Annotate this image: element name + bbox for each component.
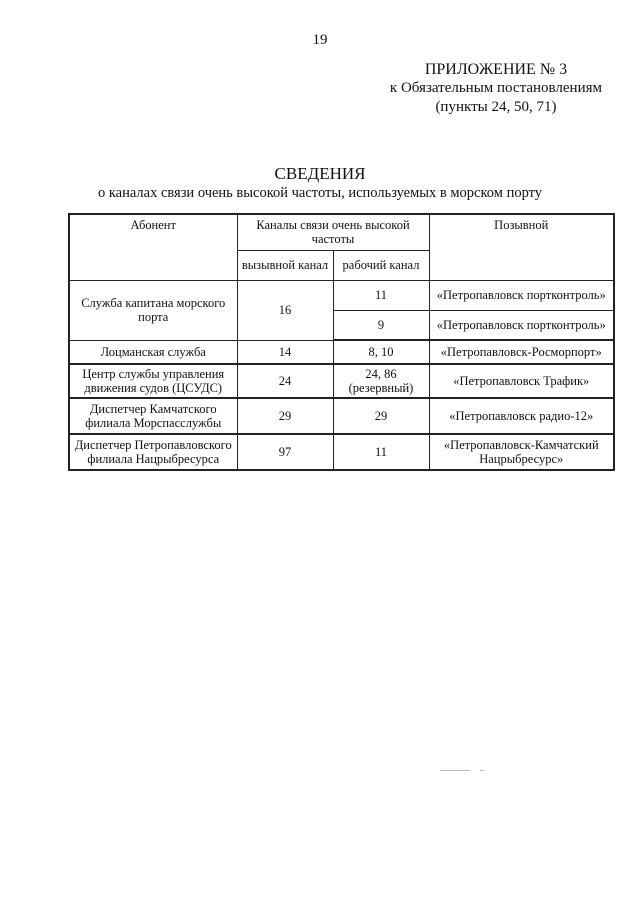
cell-work: 8, 10 [333, 340, 429, 364]
table-row [69, 280, 614, 310]
cell-work: 24, 86 (резервный) [333, 364, 429, 398]
document-title: СВЕДЕНИЯ [274, 164, 366, 183]
cell-call: 24 [237, 364, 333, 398]
cell-subscriber: Служба капитана морского порта [69, 280, 237, 340]
appendix-block [390, 60, 602, 117]
document-subtitle: о каналах связи очень высокой частоты, используемых в морском порту [97, 185, 543, 201]
header-call-channel: вызывной канал [237, 250, 333, 280]
cell-work: 29 [333, 398, 429, 434]
cell-callsign: «Петропавловск радио-12» [429, 398, 614, 434]
cell-work: 11 [333, 434, 429, 470]
table-row [69, 434, 614, 470]
cell-callsign: «Петропавловск-Росморпорт» [429, 340, 614, 364]
header-work-channel: рабочий канал [333, 250, 429, 280]
scan-mark [440, 770, 470, 771]
cell-callsign: «Петропавловск Трафик» [429, 364, 614, 398]
cell-subscriber: Диспетчер Петропавловского филиала Нацрыбресурса [69, 434, 237, 470]
header-channels: Каналы связи очень высокой частоты [237, 214, 429, 250]
cell-call: 16 [237, 280, 333, 340]
cell-subscriber: Центр службы управления движения судов (ЦСУДС) [69, 364, 237, 398]
page-number: 19 [312, 32, 328, 48]
appendix-subtitle: к Обязательным постановлениям [389, 80, 602, 96]
table-row [69, 398, 614, 434]
cell-callsign: «Петропавловск-Камчатский Нацрыбресурс» [429, 434, 614, 470]
cell-call: 14 [237, 340, 333, 364]
appendix-title: ПРИЛОЖЕНИЕ № 3 [424, 61, 568, 78]
cell-subscriber: Диспетчер Камчатского филиала Морспасслужбы [69, 398, 237, 434]
cell-work: 11 [333, 280, 429, 310]
cell-callsign: «Петропавловск портконтроль» [429, 310, 614, 340]
table-row [69, 364, 614, 398]
table-row [69, 340, 614, 364]
header-callsign: Позывной [429, 214, 614, 280]
header-subscriber: Абонент [69, 214, 237, 280]
cell-call: 29 [237, 398, 333, 434]
document-heading [0, 164, 640, 203]
cell-call: 97 [237, 434, 333, 470]
cell-work: 9 [333, 310, 429, 340]
cell-subscriber: Лоцманская служба [69, 340, 237, 364]
appendix-points: (пункты 24, 50, 71) [435, 99, 557, 115]
cell-callsign: «Петропавловск портконтроль» [429, 280, 614, 310]
channels-table [68, 213, 615, 471]
scan-mark [480, 770, 484, 771]
